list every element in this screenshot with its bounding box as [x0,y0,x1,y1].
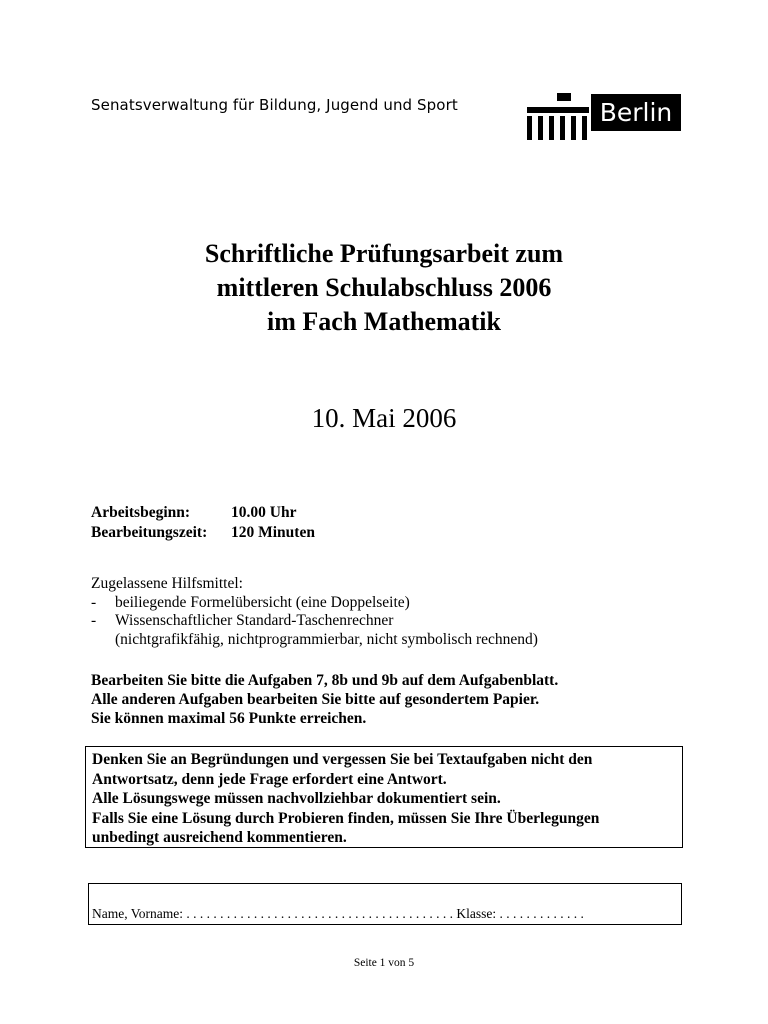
info-label: Arbeitsbeginn: [91,504,191,521]
instruction-line: Alle anderen Aufgaben bearbeiten Sie bitte auf gesondertem Papier. [91,691,540,708]
list-item: - Wissenschaftlicher Standard-Taschenrechner [91,612,394,629]
aid-item: Wissenschaftlicher Standard-Taschenrechner [115,612,394,629]
name-entry[interactable]: . . . . . . . . . . . . . . . . . . . . . . . . . . . . . . . . . . . . . . . . [186,906,453,921]
instruction-line: Sie können maximal 56 Punkte erreichen. [91,710,367,727]
aid-note: (nichtgrafikfähig, nichtprogrammierbar, nicht symbolisch rechnend) [115,630,538,648]
notice-line: Antwortsatz, denn jede Frage erfordert eine Antwort. [92,770,447,788]
list-item [91,631,538,650]
info-value: 10.00 Uhr [231,504,297,521]
exam-timing [91,503,315,543]
berlin-logo [525,93,681,141]
name-line [92,906,584,922]
info-row [91,503,315,523]
info-row [91,523,315,543]
page-number: Seite 1 von 5 [353,957,415,969]
notice-line: unbedingt ausreichend kommentieren. [92,829,347,846]
allowed-aids [91,575,538,649]
name-label: Name, Vorname: [92,906,183,921]
title-line: mittleren Schulabschluss 2006 [216,273,552,302]
title-line: im Fach Mathematik [267,307,501,336]
class-label: Klasse: [456,906,497,921]
aid-item: beiliegende Formelübersicht (eine Doppelseite) [115,593,410,611]
exam-date: 10. Mai 2006 [311,403,457,433]
list-item: - beiliegende Formelübersicht (eine Doppelseite) [91,593,410,611]
institution-name: Senatsverwaltung für Bildung, Jugend und Sport [91,96,458,114]
info-value: 120 Minuten [231,524,315,541]
page-title [0,237,768,339]
aids-heading: Zugelassene Hilfsmittel: [91,575,243,592]
notice-line: Alle Lösungswege müssen nachvollziehbar dokumentiert sein. [92,790,501,807]
notice-line: Denken Sie an Begründungen und vergessen Sie bei Textaufgaben nicht den [92,751,593,768]
instruction-line: Bearbeiten Sie bitte die Aufgaben 7, 8b und 9b auf dem Aufgabenblatt. [91,672,559,689]
brandenburg-gate-icon [525,93,589,141]
name-field-box [88,883,682,925]
instructions [91,671,558,728]
title-line: Schriftliche Prüfungsarbeit zum [204,239,564,268]
notice-box [85,746,683,848]
class-entry[interactable]: . . . . . . . . . . . . . [499,906,584,921]
info-label: Bearbeitungszeit: [91,524,208,541]
logo-wordmark: Berlin [591,94,681,131]
notice-line: Falls Sie eine Lösung durch Probieren finden, müssen Sie Ihre Überlegungen [92,809,600,827]
